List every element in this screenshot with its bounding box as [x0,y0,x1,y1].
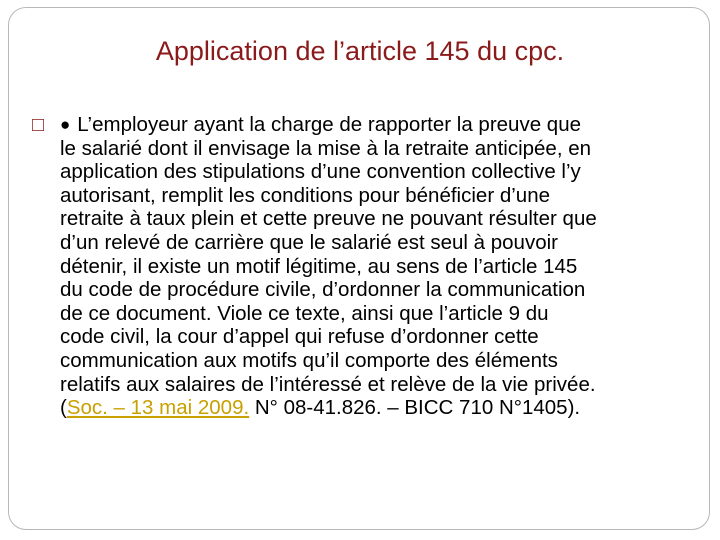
paragraph-line: du code de procédure civile, d’ordonner la communication [60,278,586,302]
paragraph-line: détenir, il existe un motif légitime, au sens de l’article 145 [60,254,578,278]
paragraph-line: de ce document. Viole ce texte, ainsi que l’article 9 du [60,301,549,325]
paragraph-line: communication aux motifs qu’il comporte des éléments [60,348,558,372]
paragraph [32,113,700,420]
slide-title: Application de l’article 145 du cpc. [155,36,565,66]
paragraph-line: autorisant, remplit les conditions pour bénéficier d’une [60,183,550,207]
paragraph-line-1 [32,113,700,137]
bullet-box-icon: □ [32,114,45,136]
paragraph-line: application des stipulations d’une convention collective l’y [60,160,581,184]
paragraph-text: L’employeur ayant la charge de rapporter la preuve que [77,113,581,136]
paragraph-line: le salarié dont il envisage la mise à la retraite anticipée, en [60,136,592,160]
paragraph-line: retraite à taux plein et cette preuve ne pouvant résulter que [60,207,597,231]
paragraph-line: relatifs aux salaires de l’intéressé et relève de la vie privée. [60,372,596,396]
paragraph-line: code civil, la cour d’appel qui refuse d’ordonner cette [60,325,539,349]
paragraph-line: d’un relevé de carrière que le salarié est seul à pouvoir [60,230,558,254]
citation-rest: N° 08-41.826. – BICC 710 N°1405). [249,396,581,420]
citation-line [60,396,700,420]
citation-open: ( [60,396,67,420]
bullet-dot-icon: ● [60,115,71,134]
citation-link[interactable]: Soc. – 13 mai 2009. [66,396,250,420]
